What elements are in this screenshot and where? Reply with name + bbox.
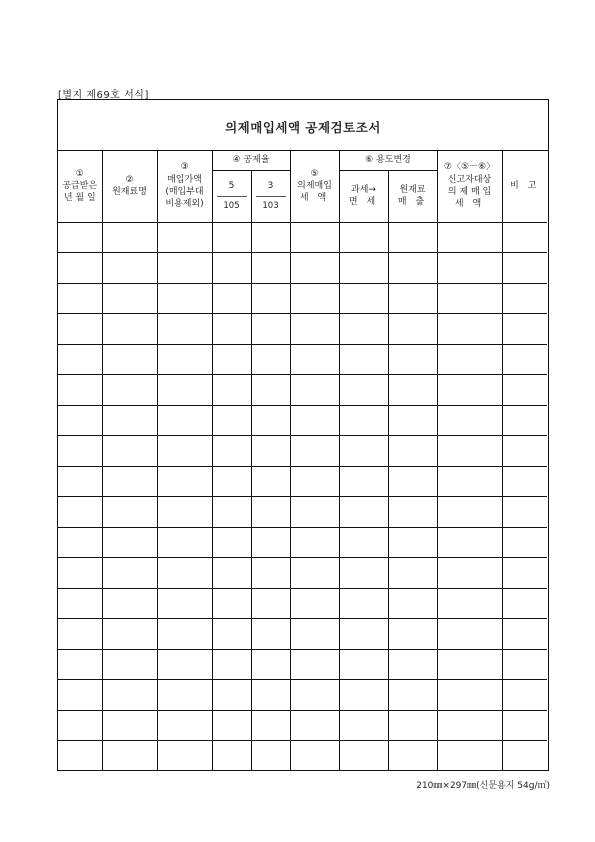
- cell-purchase-amount[interactable]: [157, 436, 212, 467]
- cell-rate-3-103[interactable]: [251, 436, 290, 467]
- cell-rate-5-105[interactable]: [212, 253, 251, 284]
- cell-supply-date[interactable]: [58, 344, 102, 375]
- cell-taxable-to-exempt[interactable]: [339, 344, 388, 375]
- cell-purchase-amount[interactable]: [157, 680, 212, 711]
- header-rate-5-105: 5 105: [212, 170, 251, 222]
- cell-material-name[interactable]: [102, 405, 157, 436]
- cell-rate-3-103[interactable]: [251, 619, 290, 650]
- cell-deemed-input-tax[interactable]: [290, 588, 339, 619]
- header-supply-date: ① 공급받은 년 월 일: [58, 150, 102, 222]
- cell-deemed-input-tax[interactable]: [290, 253, 339, 284]
- title-box: [58, 100, 548, 151]
- cell-material-name[interactable]: [102, 497, 157, 528]
- cell-material-name[interactable]: [102, 436, 157, 467]
- cell-supply-date[interactable]: [58, 314, 102, 345]
- cell-supply-date[interactable]: [58, 253, 102, 284]
- cell-rate-3-103[interactable]: [251, 588, 290, 619]
- table-row: [58, 222, 547, 253]
- cell-declared-tax[interactable]: [437, 314, 502, 345]
- cell-declared-tax[interactable]: [437, 344, 502, 375]
- cell-declared-tax[interactable]: [437, 680, 502, 711]
- cell-declared-tax[interactable]: [437, 497, 502, 528]
- cell-declared-tax[interactable]: [437, 619, 502, 650]
- cell-rate-5-105[interactable]: [212, 405, 251, 436]
- cell-taxable-to-exempt[interactable]: [339, 680, 388, 711]
- cell-declared-tax[interactable]: [437, 649, 502, 680]
- cell-declared-tax[interactable]: [437, 375, 502, 406]
- cell-rate-3-103[interactable]: [251, 741, 290, 771]
- table-row: [58, 253, 547, 284]
- table-row: [58, 375, 547, 406]
- cell-declared-tax[interactable]: [437, 436, 502, 467]
- cell-material-name[interactable]: [102, 283, 157, 314]
- cell-deemed-input-tax[interactable]: [290, 619, 339, 650]
- cell-material-sales[interactable]: [388, 405, 437, 436]
- cell-declared-tax[interactable]: [437, 558, 502, 589]
- cell-remarks[interactable]: [502, 680, 547, 711]
- cell-rate-3-103[interactable]: [251, 253, 290, 284]
- cell-material-sales[interactable]: [388, 466, 437, 497]
- cell-supply-date[interactable]: [58, 619, 102, 650]
- cell-taxable-to-exempt[interactable]: [339, 588, 388, 619]
- cell-declared-tax[interactable]: [437, 741, 502, 771]
- table-row: [58, 466, 547, 497]
- cell-material-sales[interactable]: [388, 680, 437, 711]
- cell-rate-3-103[interactable]: [251, 405, 290, 436]
- cell-material-sales[interactable]: [388, 283, 437, 314]
- cell-rate-3-103[interactable]: [251, 375, 290, 406]
- cell-material-name[interactable]: [102, 222, 157, 253]
- cell-material-sales[interactable]: [388, 222, 437, 253]
- header-taxable-to-exempt: 과세→ 면 세: [339, 170, 388, 222]
- paper-spec-note: 210㎜×297㎜(신문용지 54g/㎡): [416, 781, 550, 791]
- cell-remarks[interactable]: [502, 436, 547, 467]
- cell-remarks[interactable]: [502, 375, 547, 406]
- cell-supply-date[interactable]: [58, 680, 102, 711]
- cell-material-sales[interactable]: [388, 588, 437, 619]
- cell-material-sales[interactable]: [388, 649, 437, 680]
- cell-rate-5-105[interactable]: [212, 314, 251, 345]
- cell-purchase-amount[interactable]: [157, 466, 212, 497]
- cell-supply-date[interactable]: [58, 405, 102, 436]
- table-row: [58, 527, 547, 558]
- cell-rate-5-105[interactable]: [212, 344, 251, 375]
- cell-material-name[interactable]: [102, 558, 157, 589]
- cell-supply-date[interactable]: [58, 436, 102, 467]
- cell-purchase-amount[interactable]: [157, 222, 212, 253]
- header-material-sales: 원재료 매 출: [388, 170, 437, 222]
- cell-material-name[interactable]: [102, 619, 157, 650]
- cell-rate-5-105[interactable]: [212, 436, 251, 467]
- table-row: [58, 314, 547, 345]
- cell-purchase-amount[interactable]: [157, 405, 212, 436]
- cell-deemed-input-tax[interactable]: [290, 680, 339, 711]
- cell-rate-5-105[interactable]: [212, 619, 251, 650]
- cell-material-name[interactable]: [102, 314, 157, 345]
- cell-purchase-amount[interactable]: [157, 588, 212, 619]
- cell-purchase-amount[interactable]: [157, 344, 212, 375]
- cell-declared-tax[interactable]: [437, 466, 502, 497]
- page-title: 의제매입세액 공제검토조서: [225, 120, 381, 135]
- cell-rate-5-105[interactable]: [212, 558, 251, 589]
- cell-remarks[interactable]: [502, 253, 547, 284]
- cell-rate-3-103[interactable]: [251, 283, 290, 314]
- cell-material-name[interactable]: [102, 588, 157, 619]
- cell-rate-5-105[interactable]: [212, 375, 251, 406]
- cell-rate-3-103[interactable]: [251, 314, 290, 345]
- cell-taxable-to-exempt[interactable]: [339, 619, 388, 650]
- cell-supply-date[interactable]: [58, 710, 102, 741]
- cell-purchase-amount[interactable]: [157, 253, 212, 284]
- form-reference: [별지 제69호 서식]: [58, 90, 149, 101]
- cell-remarks[interactable]: [502, 558, 547, 589]
- cell-material-name[interactable]: [102, 253, 157, 284]
- cell-remarks[interactable]: [502, 405, 547, 436]
- cell-rate-5-105[interactable]: [212, 527, 251, 558]
- cell-supply-date[interactable]: [58, 558, 102, 589]
- cell-supply-date[interactable]: [58, 649, 102, 680]
- cell-deemed-input-tax[interactable]: [290, 497, 339, 528]
- cell-rate-3-103[interactable]: [251, 497, 290, 528]
- cell-rate-5-105[interactable]: [212, 710, 251, 741]
- cell-declared-tax[interactable]: [437, 405, 502, 436]
- cell-deemed-input-tax[interactable]: [290, 222, 339, 253]
- cell-taxable-to-exempt[interactable]: [339, 527, 388, 558]
- cell-supply-date[interactable]: [58, 222, 102, 253]
- cell-taxable-to-exempt[interactable]: [339, 405, 388, 436]
- cell-purchase-amount[interactable]: [157, 649, 212, 680]
- header-material-name: ② 원재료명: [102, 150, 157, 222]
- cell-taxable-to-exempt[interactable]: [339, 741, 388, 771]
- cell-purchase-amount[interactable]: [157, 619, 212, 650]
- cell-rate-5-105[interactable]: [212, 283, 251, 314]
- cell-remarks[interactable]: [502, 527, 547, 558]
- cell-deemed-input-tax[interactable]: [290, 741, 339, 771]
- table-row: [58, 649, 547, 680]
- cell-supply-date[interactable]: [58, 527, 102, 558]
- table-row: [58, 497, 547, 528]
- cell-taxable-to-exempt[interactable]: [339, 283, 388, 314]
- cell-remarks[interactable]: [502, 466, 547, 497]
- cell-rate-3-103[interactable]: [251, 466, 290, 497]
- cell-remarks[interactable]: [502, 283, 547, 314]
- cell-remarks[interactable]: [502, 649, 547, 680]
- cell-deemed-input-tax[interactable]: [290, 405, 339, 436]
- table-row: [58, 710, 547, 741]
- cell-rate-3-103[interactable]: [251, 680, 290, 711]
- cell-rate-5-105[interactable]: [212, 741, 251, 771]
- cell-rate-5-105[interactable]: [212, 588, 251, 619]
- cell-deemed-input-tax[interactable]: [290, 375, 339, 406]
- cell-supply-date[interactable]: [58, 375, 102, 406]
- cell-deemed-input-tax[interactable]: [290, 466, 339, 497]
- cell-material-name[interactable]: [102, 527, 157, 558]
- cell-material-name[interactable]: [102, 710, 157, 741]
- cell-remarks[interactable]: [502, 710, 547, 741]
- header-deduction-rate: ④ 공제율: [212, 150, 290, 170]
- cell-taxable-to-exempt[interactable]: [339, 649, 388, 680]
- cell-remarks[interactable]: [502, 344, 547, 375]
- cell-purchase-amount[interactable]: [157, 375, 212, 406]
- cell-material-sales[interactable]: [388, 436, 437, 467]
- cell-taxable-to-exempt[interactable]: [339, 314, 388, 345]
- cell-rate-5-105[interactable]: [212, 497, 251, 528]
- table-row: [58, 619, 547, 650]
- cell-declared-tax[interactable]: [437, 222, 502, 253]
- cell-remarks[interactable]: [502, 588, 547, 619]
- table-row: [58, 588, 547, 619]
- cell-rate-5-105[interactable]: [212, 680, 251, 711]
- cell-rate-3-103[interactable]: [251, 344, 290, 375]
- cell-material-sales[interactable]: [388, 314, 437, 345]
- cell-material-sales[interactable]: [388, 558, 437, 589]
- cell-taxable-to-exempt[interactable]: [339, 710, 388, 741]
- cell-declared-tax[interactable]: [437, 527, 502, 558]
- header-deemed-input-tax: ⑤ 의제매입 세 액: [290, 150, 339, 222]
- cell-taxable-to-exempt[interactable]: [339, 222, 388, 253]
- cell-taxable-to-exempt[interactable]: [339, 558, 388, 589]
- cell-supply-date[interactable]: [58, 466, 102, 497]
- cell-rate-5-105[interactable]: [212, 466, 251, 497]
- cell-material-name[interactable]: [102, 466, 157, 497]
- cell-deemed-input-tax[interactable]: [290, 436, 339, 467]
- cell-purchase-amount[interactable]: [157, 710, 212, 741]
- review-table: [58, 150, 547, 771]
- table-row: [58, 680, 547, 711]
- cell-deemed-input-tax[interactable]: [290, 527, 339, 558]
- cell-material-sales[interactable]: [388, 710, 437, 741]
- cell-remarks[interactable]: [502, 619, 547, 650]
- cell-deemed-input-tax[interactable]: [290, 558, 339, 589]
- cell-declared-tax[interactable]: [437, 588, 502, 619]
- cell-rate-5-105[interactable]: [212, 222, 251, 253]
- cell-remarks[interactable]: [502, 497, 547, 528]
- cell-deemed-input-tax[interactable]: [290, 344, 339, 375]
- table-row: [58, 405, 547, 436]
- table-row: [58, 558, 547, 589]
- cell-supply-date[interactable]: [58, 588, 102, 619]
- cell-rate-3-103[interactable]: [251, 649, 290, 680]
- cell-material-sales[interactable]: [388, 344, 437, 375]
- cell-taxable-to-exempt[interactable]: [339, 466, 388, 497]
- form-frame: [57, 99, 549, 771]
- cell-supply-date[interactable]: [58, 283, 102, 314]
- cell-purchase-amount[interactable]: [157, 558, 212, 589]
- cell-deemed-input-tax[interactable]: [290, 649, 339, 680]
- table-row: [58, 283, 547, 314]
- cell-purchase-amount[interactable]: [157, 527, 212, 558]
- cell-rate-3-103[interactable]: [251, 222, 290, 253]
- header-rate-3-103: 3 103: [251, 170, 290, 222]
- cell-material-sales[interactable]: [388, 527, 437, 558]
- cell-taxable-to-exempt[interactable]: [339, 436, 388, 467]
- cell-rate-3-103[interactable]: [251, 527, 290, 558]
- header-declared-tax: ⑦〈⑤－⑥〉 신고자대상 의 제 매 입 세 액: [437, 150, 502, 222]
- cell-remarks[interactable]: [502, 741, 547, 771]
- header-usage-change: ⑥ 용도변경: [339, 150, 437, 170]
- table-row: [58, 741, 547, 771]
- cell-purchase-amount[interactable]: [157, 314, 212, 345]
- cell-material-name[interactable]: [102, 741, 157, 771]
- cell-remarks[interactable]: [502, 314, 547, 345]
- cell-material-name[interactable]: [102, 344, 157, 375]
- cell-declared-tax[interactable]: [437, 283, 502, 314]
- cell-deemed-input-tax[interactable]: [290, 314, 339, 345]
- cell-material-name[interactable]: [102, 649, 157, 680]
- cell-rate-5-105[interactable]: [212, 649, 251, 680]
- cell-supply-date[interactable]: [58, 497, 102, 528]
- cell-material-sales[interactable]: [388, 375, 437, 406]
- cell-material-name[interactable]: [102, 680, 157, 711]
- cell-deemed-input-tax[interactable]: [290, 283, 339, 314]
- cell-remarks[interactable]: [502, 222, 547, 253]
- cell-material-sales[interactable]: [388, 497, 437, 528]
- table-row: [58, 344, 547, 375]
- cell-taxable-to-exempt[interactable]: [339, 253, 388, 284]
- cell-supply-date[interactable]: [58, 741, 102, 771]
- cell-material-sales[interactable]: [388, 741, 437, 771]
- cell-purchase-amount[interactable]: [157, 497, 212, 528]
- cell-rate-3-103[interactable]: [251, 710, 290, 741]
- cell-material-sales[interactable]: [388, 253, 437, 284]
- cell-purchase-amount[interactable]: [157, 283, 212, 314]
- cell-declared-tax[interactable]: [437, 710, 502, 741]
- cell-material-sales[interactable]: [388, 619, 437, 650]
- cell-taxable-to-exempt[interactable]: [339, 375, 388, 406]
- cell-deemed-input-tax[interactable]: [290, 710, 339, 741]
- cell-declared-tax[interactable]: [437, 253, 502, 284]
- cell-material-name[interactable]: [102, 375, 157, 406]
- cell-taxable-to-exempt[interactable]: [339, 497, 388, 528]
- cell-purchase-amount[interactable]: [157, 741, 212, 771]
- table-row: [58, 436, 547, 467]
- cell-rate-3-103[interactable]: [251, 558, 290, 589]
- header-remarks: 비 고: [502, 150, 547, 222]
- header-purchase-amount: ③ 매입가액 (매입부대 비용제외): [157, 150, 212, 222]
